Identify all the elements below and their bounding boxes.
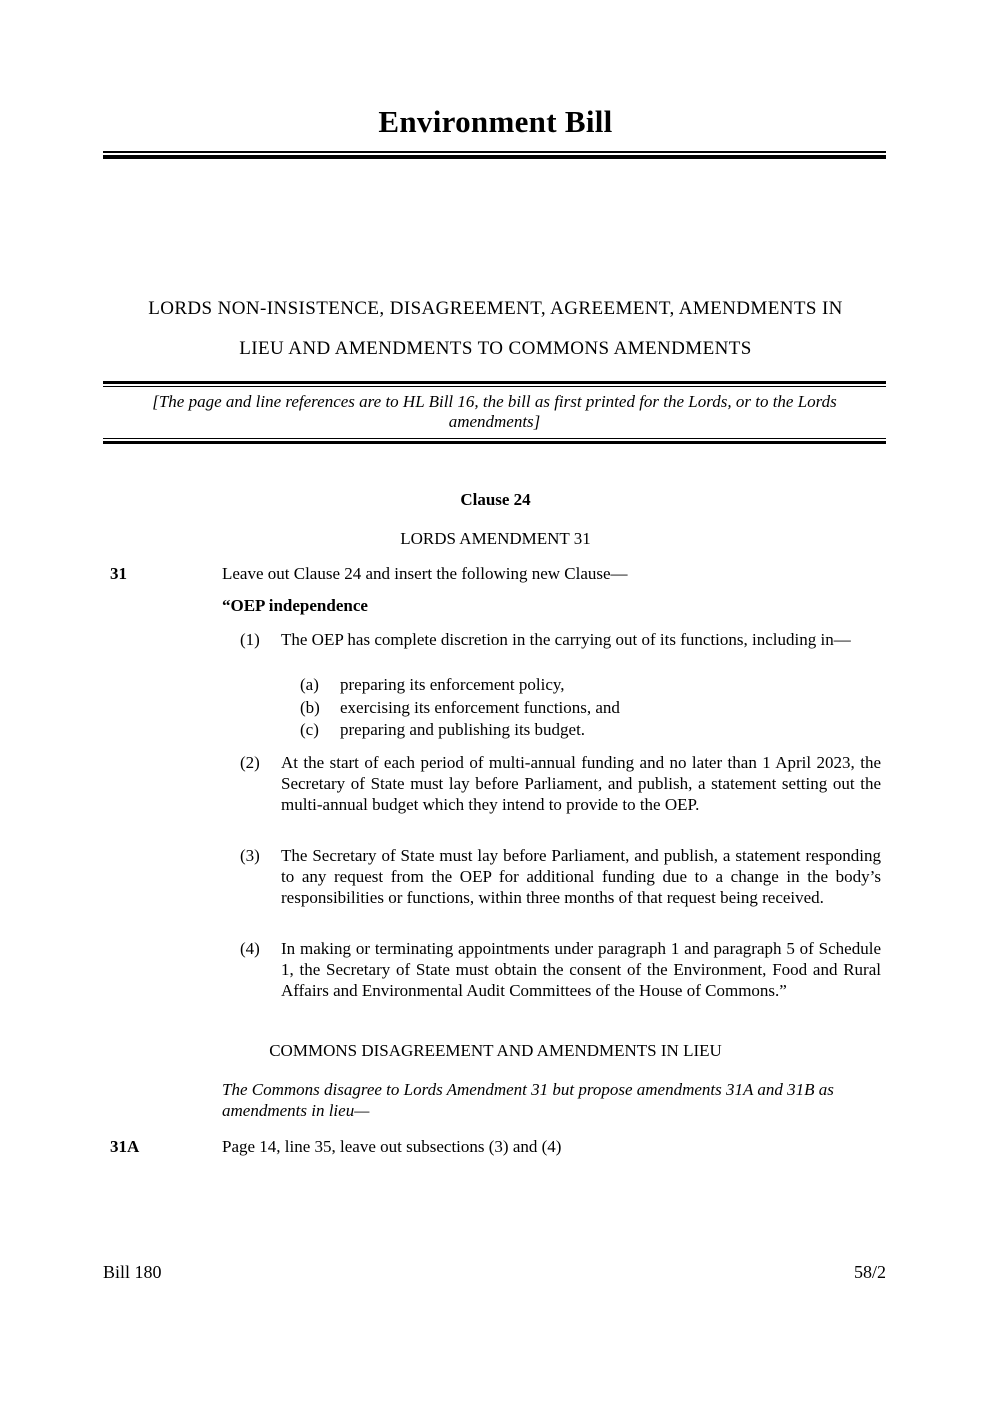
subsection-text: At the start of each period of multi-annual funding and no later than 1 April 2023, the Secretary of State must lay before Parliament, and publish, a statement setting out the multi-annual budget which they intend to provide to the OEP. <box>281 753 881 814</box>
subsection-number: (2) <box>240 753 260 772</box>
new-clause-title: “OEP independence <box>222 596 368 615</box>
subsection-1 <box>240 629 881 650</box>
item-text: preparing and publishing its budget. <box>340 720 586 739</box>
subsection-1-item-a <box>300 674 881 695</box>
amendment-number: 31 <box>110 564 127 583</box>
item-number: (b) <box>300 698 320 717</box>
clause-heading: Clause 24 <box>460 490 531 509</box>
subsection-number: (1) <box>240 630 260 649</box>
section-heading-line1: LORDS NON-INSISTENCE, DISAGREEMENT, AGREEMENT, AMENDMENTS IN <box>148 298 843 319</box>
item-text: exercising its enforcement functions, and <box>340 698 620 717</box>
session-number: 58/2 <box>853 1262 886 1282</box>
subsection-text: In making or terminating appointments under paragraph 1 and paragraph 5 of Schedule 1, the Secretary of State must obtain the consent of the Environment, Food and Rural Affairs and Environmental Audit Committees of the House of Commons.” <box>281 939 881 1000</box>
item-text: preparing its enforcement policy, <box>340 675 565 694</box>
subsection-text: The OEP has complete discretion in the carrying out of its functions, including in— <box>281 630 851 649</box>
item-number: (c) <box>300 720 319 739</box>
amendment-31A-row <box>110 1136 886 1157</box>
amendment-31-row <box>110 563 886 584</box>
amendment-instruction: Leave out Clause 24 and insert the following new Clause— <box>222 564 628 583</box>
subsection-2 <box>240 752 881 815</box>
subsection-1-item-c <box>300 719 881 740</box>
section-heading <box>60 289 931 369</box>
item-number: (a) <box>300 675 319 694</box>
reference-note-box <box>103 381 886 444</box>
subsection-number: (3) <box>240 846 260 865</box>
commons-disagreement-heading: COMMONS DISAGREEMENT AND AMENDMENTS IN LIEU <box>269 1041 722 1060</box>
bill-title: Environment Bill <box>378 104 613 139</box>
commons-proposal: The Commons disagree to Lords Amendment 31 but propose amendments 31A and 31B as amendments in lieu— <box>222 1080 834 1120</box>
lords-amendment-heading: LORDS AMENDMENT 31 <box>400 529 591 548</box>
amendment-number: 31A <box>110 1137 140 1156</box>
amendment-instruction: Page 14, line 35, leave out subsections (3) and (4) <box>222 1137 562 1156</box>
bill-number: Bill 180 <box>103 1262 162 1282</box>
reference-note: [The page and line references are to HL Bill 16, the bill as first printed for the Lords, or to the Lords amendments] <box>103 386 886 439</box>
subsection-text: The Secretary of State must lay before Parliament, and publish, a statement responding to any request from the OEP for additional funding due to a change in the body’s responsibilities or functions, within three months of that request being received. <box>281 846 881 907</box>
subsection-number: (4) <box>240 939 260 958</box>
subsection-4 <box>240 938 881 1001</box>
subsection-1-item-b <box>300 697 881 718</box>
title-double-rule <box>103 151 886 159</box>
section-heading-line2: LIEU AND AMENDMENTS TO COMMONS AMENDMENTS <box>239 338 752 359</box>
subsection-3 <box>240 845 881 908</box>
